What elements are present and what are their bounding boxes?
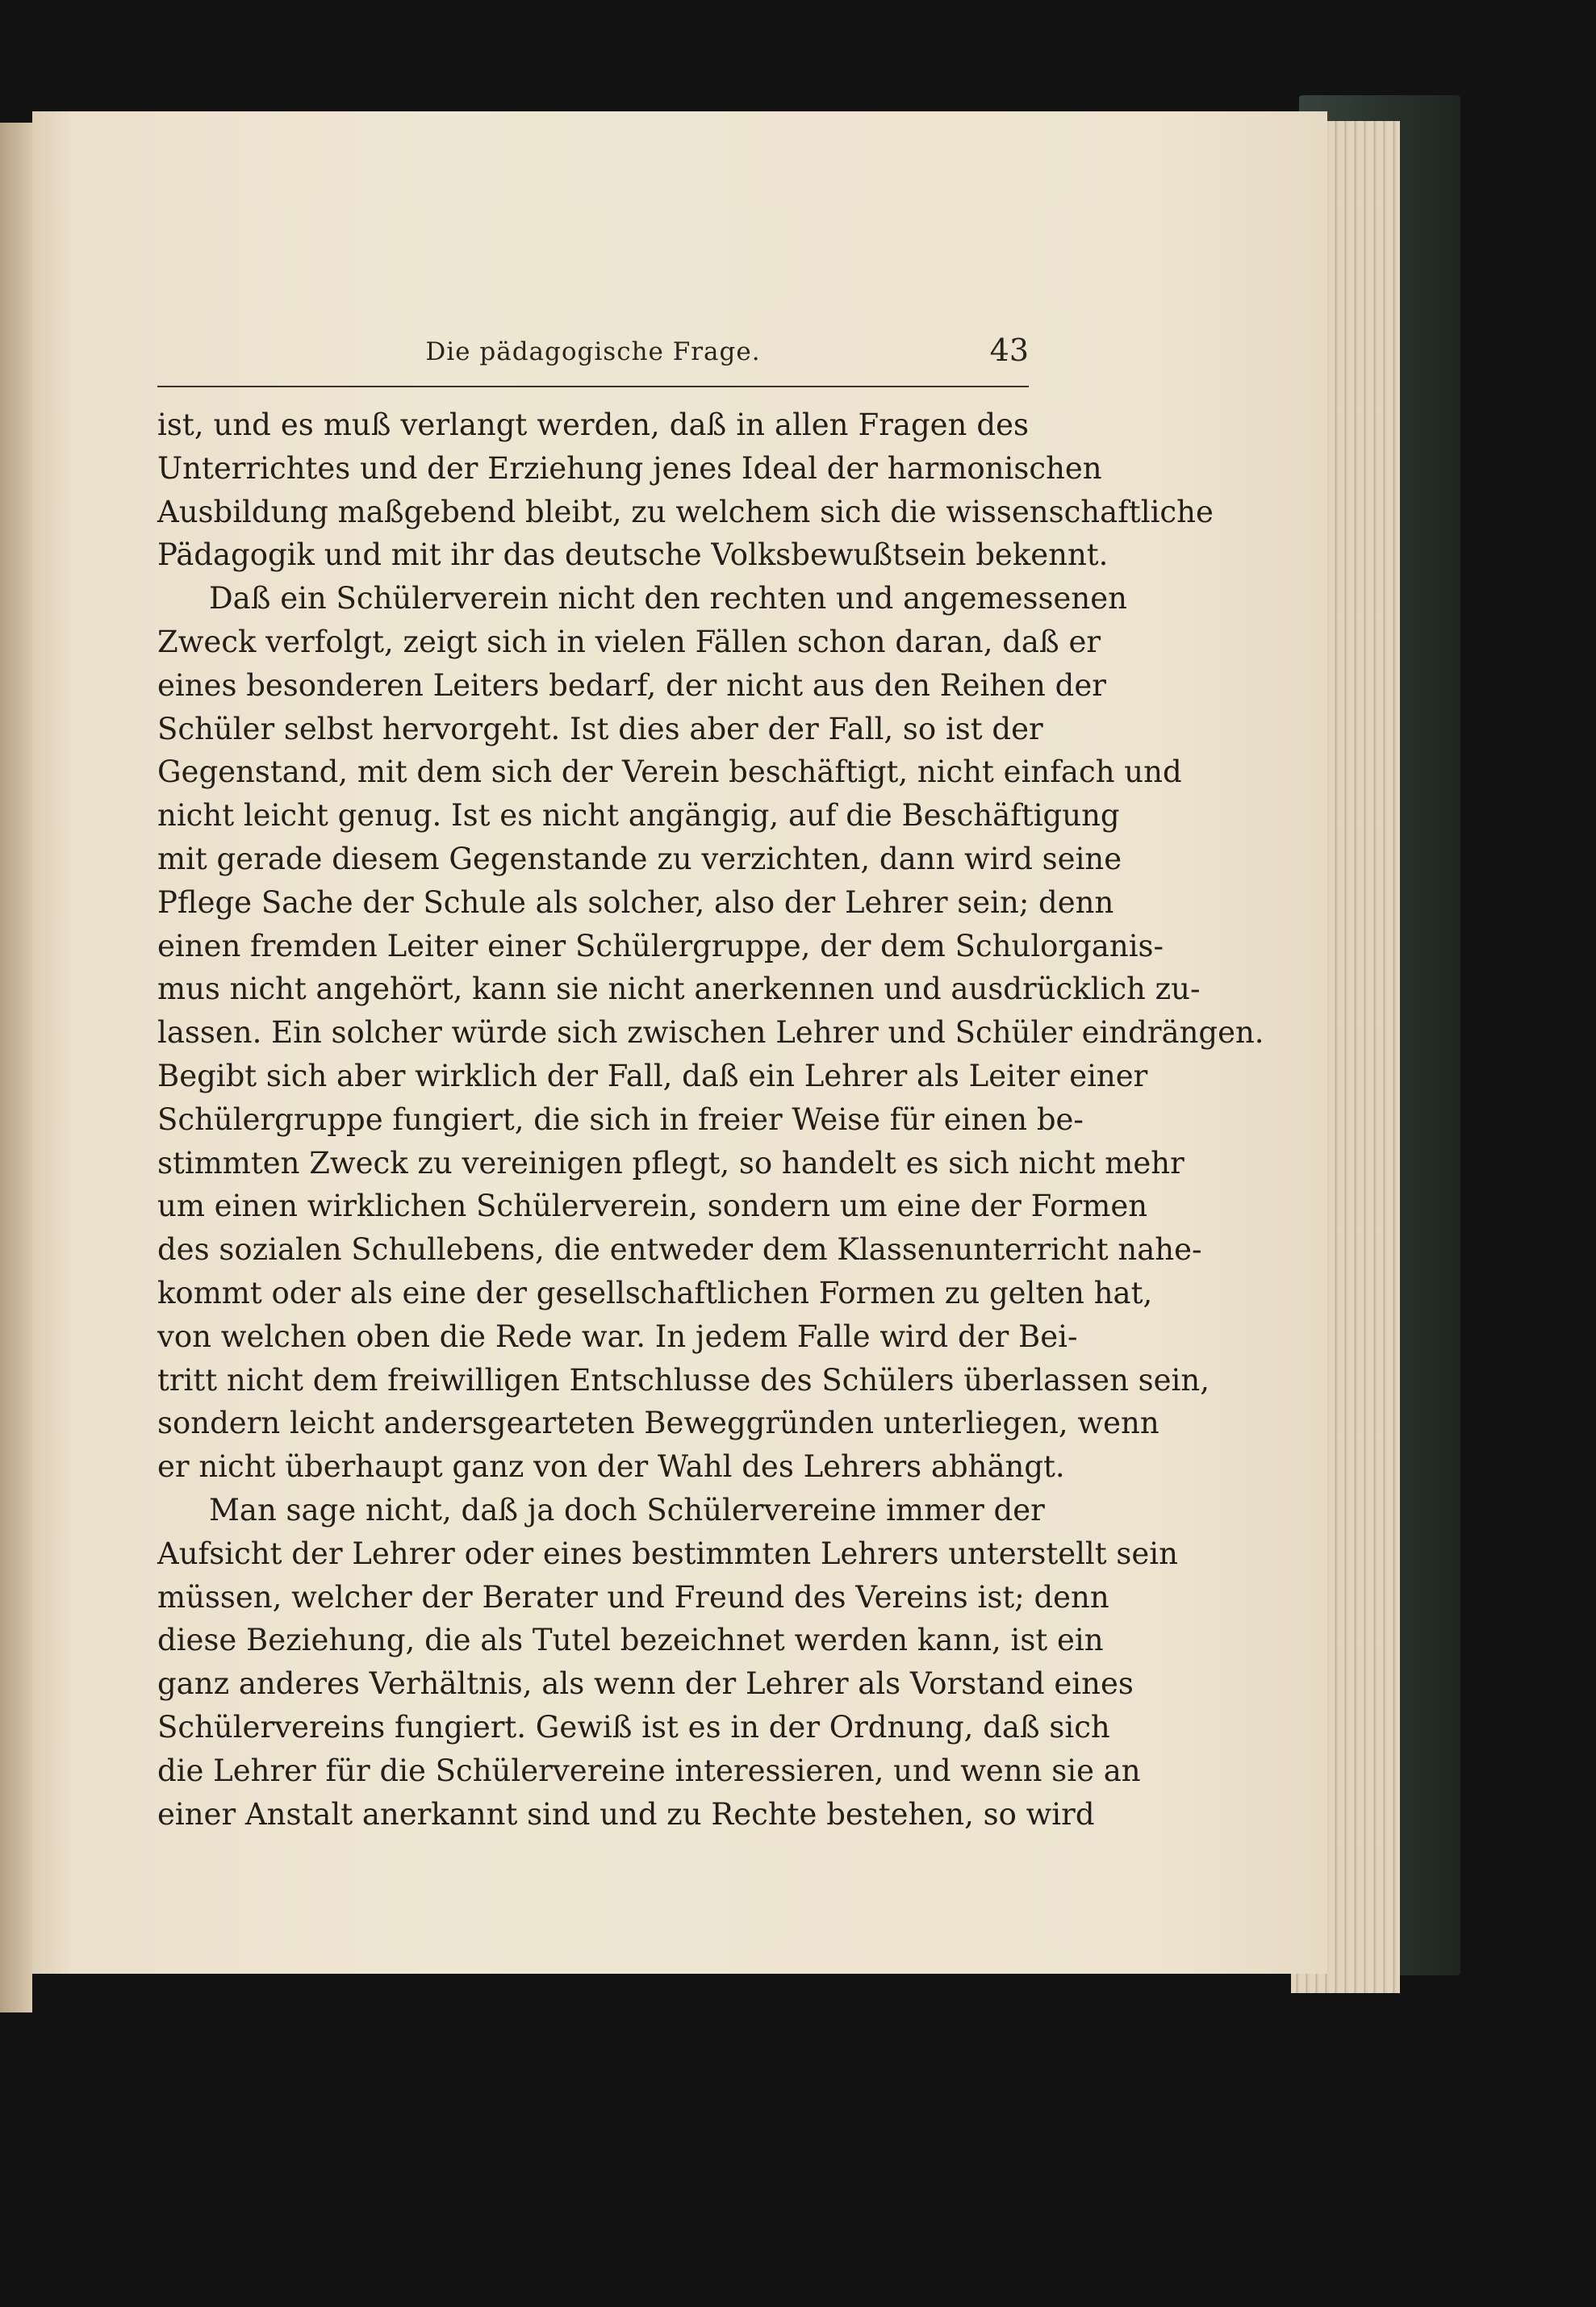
text-line: von welchen oben die Rede war. In jedem Falle wird der Bei- <box>157 1319 1078 1354</box>
text-line: Schüler selbst hervorgeht. Ist dies aber der Fall, so ist der <box>157 711 1043 746</box>
text-line: er nicht überhaupt ganz von der Wahl des Lehrers abhängt. <box>157 1449 1065 1485</box>
text-line: diese Beziehung, die als Tutel bezeichnet werden kann, ist ein <box>157 1623 1104 1658</box>
text-line: Schülervereins fungiert. Gewiß ist es in der Ordnung, daß sich <box>157 1709 1110 1745</box>
left-page-edge <box>0 123 32 2012</box>
text-line: nicht leicht genug. Ist es nicht angängig, auf die Beschäftigung <box>157 798 1120 834</box>
text-line: ganz anderes Verhältnis, als wenn der Lehrer als Vorstand eines <box>157 1666 1134 1702</box>
text-line: mit gerade diesem Gegenstande zu verzichten, dann wird seine <box>157 841 1122 876</box>
page-number: 43 <box>989 332 1029 368</box>
body-text <box>157 403 1264 1836</box>
text-line: Schülergruppe fungiert, die sich in freier Weise für einen be- <box>157 1101 1084 1137</box>
text-line: mus nicht angehört, kann sie nicht anerkennen und ausdrücklich zu- <box>157 972 1201 1007</box>
text-line: die Lehrer für die Schülervereine interessieren, und wenn sie an <box>157 1753 1141 1788</box>
text-line: Man sage nicht, daß ja doch Schülervereine immer der <box>209 1492 1045 1528</box>
text-line: müssen, welcher der Berater und Freund des Vereins ist; denn <box>157 1579 1109 1615</box>
text-line: stimmten Zweck zu vereinigen pflegt, so handelt es sich nicht mehr <box>157 1145 1184 1181</box>
text-line: Gegenstand, mit dem sich der Verein beschäftigt, nicht einfach und <box>157 754 1182 790</box>
text-line: Zweck verfolgt, zeigt sich in vielen Fällen schon daran, daß er <box>157 624 1101 659</box>
text-line: kommt oder als eine der gesellschaftlichen Formen zu gelten hat, <box>157 1275 1153 1310</box>
text-line: Ausbildung maßgebend bleibt, zu welchem sich die wissenschaftliche <box>157 494 1214 529</box>
text-line: sondern leicht andersgearteten Beweggründen unterliegen, wenn <box>157 1406 1159 1441</box>
text-line: ist, und es muß verlangt werden, daß in allen Fragen des <box>157 407 1029 442</box>
text-line: lassen. Ein solcher würde sich zwischen Lehrer und Schüler eindrängen. <box>157 1015 1264 1051</box>
text-line: eines besonderen Leiters bedarf, der nicht aus den Reihen der <box>157 667 1106 703</box>
text-line: einen fremden Leiter einer Schülergruppe, der dem Schulorganis- <box>157 928 1164 963</box>
text-line: Daß ein Schülerverein nicht den rechten und angemessenen <box>209 581 1127 616</box>
running-head <box>157 332 1029 387</box>
text-line: Unterrichtes und der Erziehung jenes Ideal der harmonischen <box>157 450 1102 486</box>
text-line: um einen wirklichen Schülerverein, sondern um eine der Formen <box>157 1189 1148 1224</box>
running-head-title: Die pädagogische Frage. <box>425 337 761 366</box>
text-line: Aufsicht der Lehrer oder eines bestimmten Lehrers unterstellt sein <box>157 1536 1178 1571</box>
text-line: tritt nicht dem freiwilligen Entschlusse des Schülers überlassen sein, <box>157 1362 1210 1398</box>
text-line: einer Anstalt anerkannt sind und zu Rechte bestehen, so wird <box>157 1796 1095 1832</box>
text-line: Pflege Sache der Schule als solcher, also der Lehrer sein; denn <box>157 884 1114 920</box>
text-line: Pädagogik und mit ihr das deutsche Volksbewußtsein bekennt. <box>157 537 1109 573</box>
text-line: des sozialen Schullebens, die entweder dem Klassenunterricht nahe- <box>157 1232 1202 1268</box>
text-line: Begibt sich aber wirklich der Fall, daß ein Lehrer als Leiter einer <box>157 1058 1148 1093</box>
